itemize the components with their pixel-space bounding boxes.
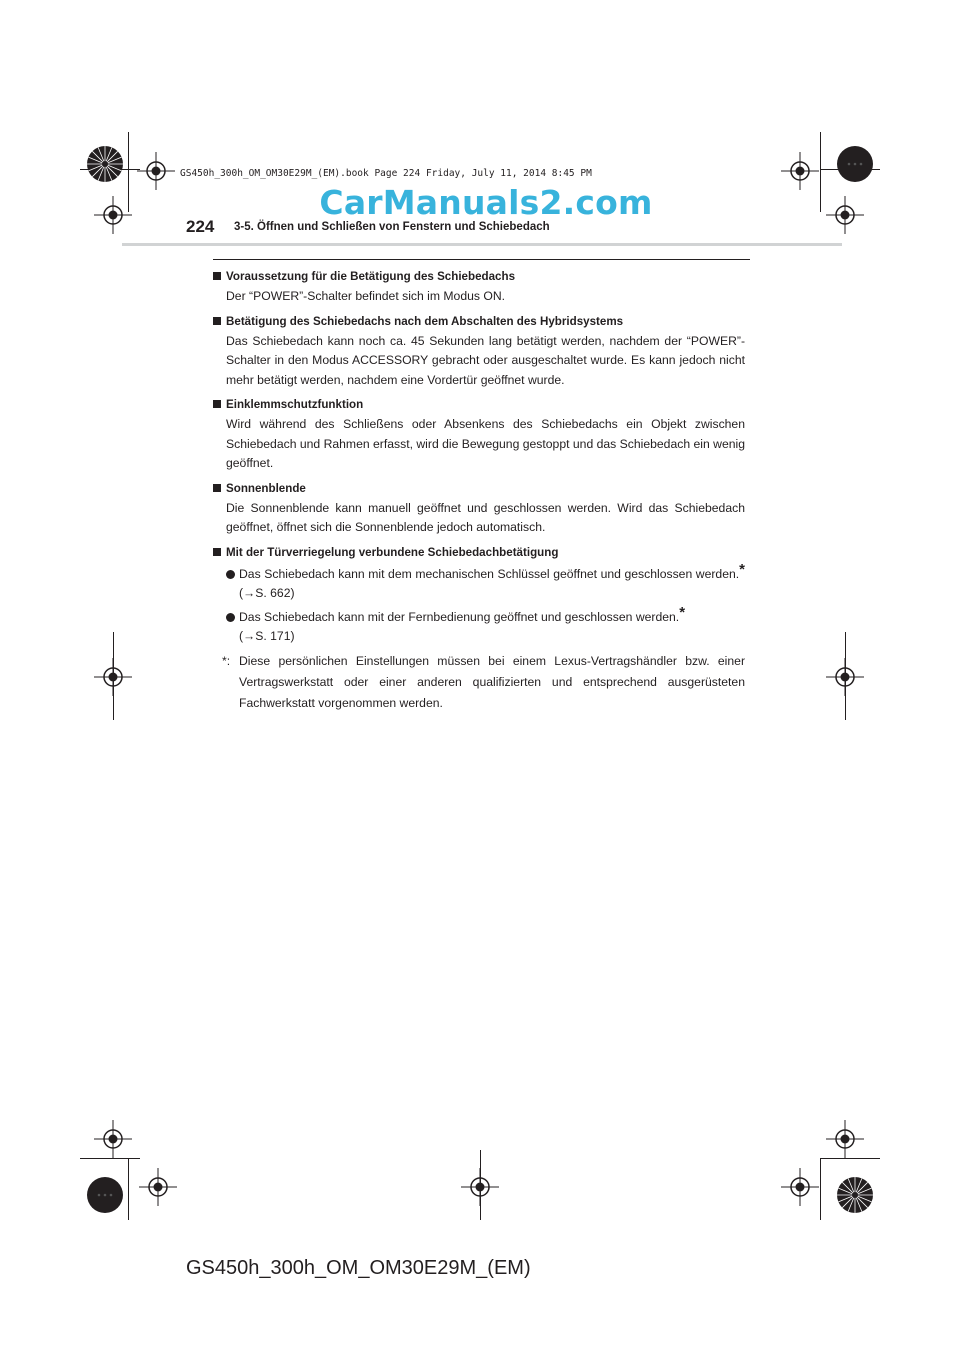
book-info-line: GS450h_300h_OM_OM30E29M_(EM).book Page 224 Friday, July 11, 2014 8:45 PM (180, 168, 592, 179)
footnote-star: * (739, 560, 745, 578)
section-heading: Sonnenblende (213, 480, 745, 497)
crop-line (113, 632, 114, 720)
crop-line (480, 1150, 481, 1220)
square-bullet-icon (213, 272, 221, 280)
footnote-text: Diese persönlichen Einstellungen müssen bei einem Lexus-Vertragshändler bzw. einer Vertragswerkstatt oder einer anderen qualifizierten und entsprechend ausgerüsteten Fachwerkstatt vorgenommen werden. (239, 653, 745, 710)
footnote-mark: *: (222, 653, 231, 668)
starburst-target-icon (835, 1175, 875, 1215)
watermark: CarManuals2.com (319, 183, 653, 222)
list-item: Das Schiebedach kann mit dem mechanischen Schlüssel geöffnet und geschlossen werden.* (→S. 662) (213, 565, 745, 604)
crop-line (820, 132, 821, 212)
section-heading: Einklemmschutzfunktion (213, 396, 745, 413)
registration-mark-icon (826, 1120, 864, 1158)
starburst-target-icon (85, 144, 125, 184)
registration-mark-icon (781, 1168, 819, 1206)
round-bullet-icon (226, 613, 235, 622)
square-bullet-icon (213, 317, 221, 325)
square-bullet-icon (213, 400, 221, 408)
section-text: Die Sonnenblende kann manuell geöffnet und geschlossen werden. Wird das Schiebedach geöffnet, öffnet sich die Sonnenblende jedoch automatisch. (226, 500, 745, 534)
registration-mark-icon (94, 1120, 132, 1158)
list-item: Das Schiebedach kann mit der Fernbedienung geöffnet und geschlossen werden.* (→S. 171) (213, 608, 745, 647)
crop-line (820, 1158, 880, 1159)
registration-mark-icon (139, 1168, 177, 1206)
crop-line (820, 1158, 821, 1220)
page-number: 224 (186, 217, 215, 236)
chapter-title: 3-5. Öffnen und Schließen von Fenstern und Schiebedach (234, 221, 550, 233)
registration-mark-icon (826, 196, 864, 234)
section-heading: Voraussetzung für die Betätigung des Schiebedachs (213, 268, 745, 285)
content-rule (213, 259, 750, 260)
footnote (213, 651, 745, 714)
page-content (213, 268, 745, 714)
dark-target-icon (85, 1175, 125, 1215)
registration-mark-icon (781, 152, 819, 190)
square-bullet-icon (213, 484, 221, 492)
section-heading: Betätigung des Schiebedachs nach dem Abschalten des Hybridsystems (213, 313, 745, 330)
page-reference[interactable]: (→S. 171) (239, 629, 295, 643)
section-text: Der “POWER”-Schalter befindet sich im Modus ON. (226, 289, 506, 303)
footnote-star: * (679, 603, 686, 621)
section-text: Wird während des Schließens oder Absenkens des Schiebedachs ein Objekt zwischen Schiebedach und Rahmen erfasst, wird die Bewegung gestoppt und das Schiebedach ein wenig geöffnet. (226, 417, 745, 470)
page-reference[interactable]: (→S. 662) (239, 586, 295, 600)
registration-mark-icon (94, 196, 132, 234)
section-heading: Mit der Türverriegelung verbundene Schiebedachbetätigung (213, 544, 745, 561)
round-bullet-icon (226, 570, 235, 579)
document-code: GS450h_300h_OM_OM30E29M_(EM) (186, 1257, 531, 1279)
section-text: Das Schiebedach kann noch ca. 45 Sekunden lang betätigt werden, nachdem der “POWER”-Schalter in den Modus ACCESSORY gebracht oder ausgeschaltet wurde. Es kann jedoch nicht mehr betätigt werden, nachdem eine Vordertür geöffnet wurde. (226, 333, 745, 387)
crop-line (80, 1158, 140, 1159)
square-bullet-icon (213, 548, 221, 556)
dark-target-icon (835, 144, 875, 184)
header-bar (122, 243, 842, 246)
crop-line (845, 632, 846, 720)
registration-mark-icon (137, 152, 175, 190)
crop-line (128, 1158, 129, 1220)
